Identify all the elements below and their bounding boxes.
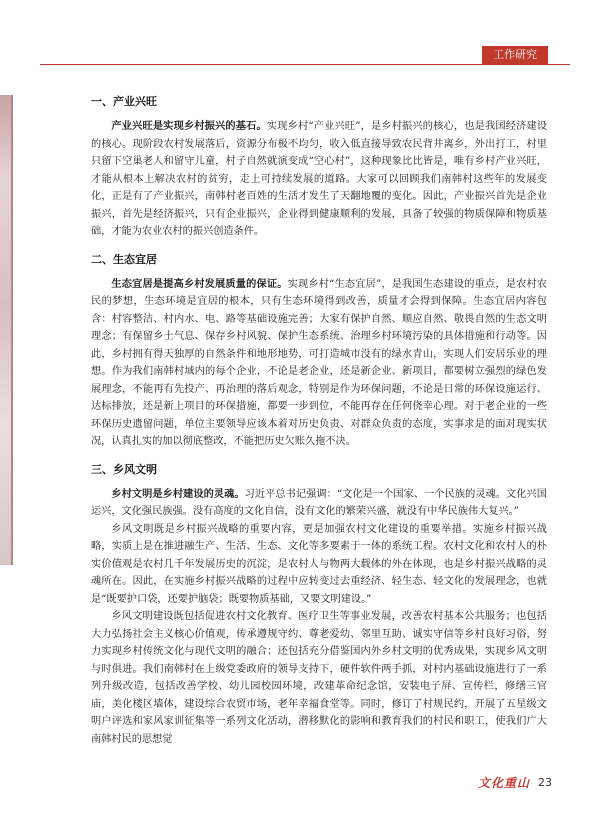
section-industry <box>91 93 547 241</box>
section-title: 二、生态宜居 <box>91 252 157 266</box>
article-body <box>91 93 547 758</box>
header-rule <box>40 64 570 65</box>
paragraph <box>91 521 547 609</box>
lead-sentence: 生态宜居是提高乡村发展质量的保证。 <box>111 277 288 290</box>
paragraph-text: 实现乡村“产业兴旺”，是乡村振兴的核心，也是我国经济建设的核心。现阶段农村发展落后，资源分布极不均匀，收入低直接导致农民背井离乡，外出打工，村里只留下空巢老人和留守儿童，村子自然就演变成“空心村”，这种现象比比皆是，唯有乡村产业兴旺，才能从根本上解决农村的贫穷，走上可持续发展的道路。大家可以回顾我们南韩村这些年的发展变化，正是有了产业振兴，南韩村老百姓的生活才发生了天翻地覆的变化。因此，产业振兴首先是企业振兴，首先是经济振兴，只有企业振兴，企业得到健康顺利的发展，具备了较强的物质保障和物质基础，才能为农业农村的振兴创造条件。 <box>91 121 548 237</box>
lead-sentence: 乡村文明是乡村建设的灵魂。 <box>111 487 245 500</box>
page-footer <box>478 772 552 792</box>
section-ecology <box>91 251 547 451</box>
paragraph-text: 实现乡村“生态宜居”，是我国生态建设的重点，是农村农民的梦想，生态环境是宜居的根本，只有生态环境得到改善，质量才会得到保障。生态宜居内容包含：村容整洁、村内水、电、路等基础设施完善；大家有保护自然、顺应自然、敬畏自然的生态文明理念；有保留乡土气息、保存乡村风貌、保护生态系统、治理乡村环境污染的具体措施和行动等。因此，乡村拥有得天独厚的自然条件和地形地势，可打造城市没有的绿水青山，实现人们安居乐业的理想。作为我们南韩村域内的每个企业，不论是老企业，还是新企业、新项目，都要树立强烈的绿色发展理念，不能再有先投产、再治理的落后观念，特别是作为环保问题，不论是日常的环保设施运行、达标排放，还是新上项目的环保措施，都要一步到位，不能再存在任何侥幸心理。对于老企业的一些环保历史遗留问题，单位主要领导应该本着对历史负责、对群众负责的态度，实事求是的面对现实状况，认真扎实的加以彻底整改，不能把历史欠账久拖不决。 <box>91 278 548 447</box>
section-title: 一、产业兴旺 <box>91 95 157 108</box>
paragraph <box>91 118 547 241</box>
section-title: 三、乡风文明 <box>91 462 157 476</box>
paragraph-text: 乡风文明建设既包括促进农村文化教育、医疗卫生等事业发展，改善农村基本公共服务；也包括大力弘扬社会主义核心价值观，传承遵规守约、尊老爱幼、邻里互助、诚实守信等乡村良好习俗，努力实现乡村传统文化与现代文明的融合；还包括充分借鉴国内外乡村文明的优秀成果，实现乡风文明与时俱进。我们南韩村在上级党委政府的领导支持下，硬件软件两手抓，对村内基础设施进行了一系列升级改造，包括改善学校、幼儿园校园环境，改建革命纪念馆，安装电子屏、宣传栏，修缮三官庙，美化楼区墙体，建设综合农贸市场，老年幸福食堂等。同时，修订了村规民约，开展了五星级文明户评选和家风家训征集等一系列文化活动，潜移默化的影响和教育我们的村民和职工，使我们广大南韩村民的思想觉 <box>91 611 547 745</box>
left-decorative-strip <box>0 95 13 565</box>
section-tag: 工作研究 <box>482 46 548 64</box>
paragraph <box>91 486 547 521</box>
page-number: 23 <box>538 775 552 789</box>
paragraph-text: 习近平总书记强调：“文化是一个国家、一个民族的灵魂。文化兴国运兴，文化强民族强。没有高度的文化自信，没有文化的繁荣兴盛，就没有中华民族伟大复兴。” <box>91 488 547 517</box>
section-culture <box>91 461 547 749</box>
paragraph <box>91 276 547 451</box>
lead-sentence: 产业兴旺是实现乡村振兴的基石。 <box>111 120 267 132</box>
magazine-logo: 文化重山 <box>477 775 530 790</box>
paragraph <box>91 608 547 748</box>
paragraph-text: 乡风文明既是乡村振兴战略的重要内容，更是加强农村文化建设的重要举措。实施乡村振兴战略，实质上是在推进融生产、生活、生态、文化等多要素于一体的系统工程。农村文化和农村人的朴实价值观是农村几千年发展历史的沉淀，是农村人与物两大载体的外在体现，也是乡村振兴战略的灵魂所在。因此，在实施乡村振兴战略的过程中应转变过去重经济、轻生态、轻文化的发展理念，也就是“既要护口袋，还要护脑袋；既要物质基础，又要文明建设。” <box>91 523 547 605</box>
